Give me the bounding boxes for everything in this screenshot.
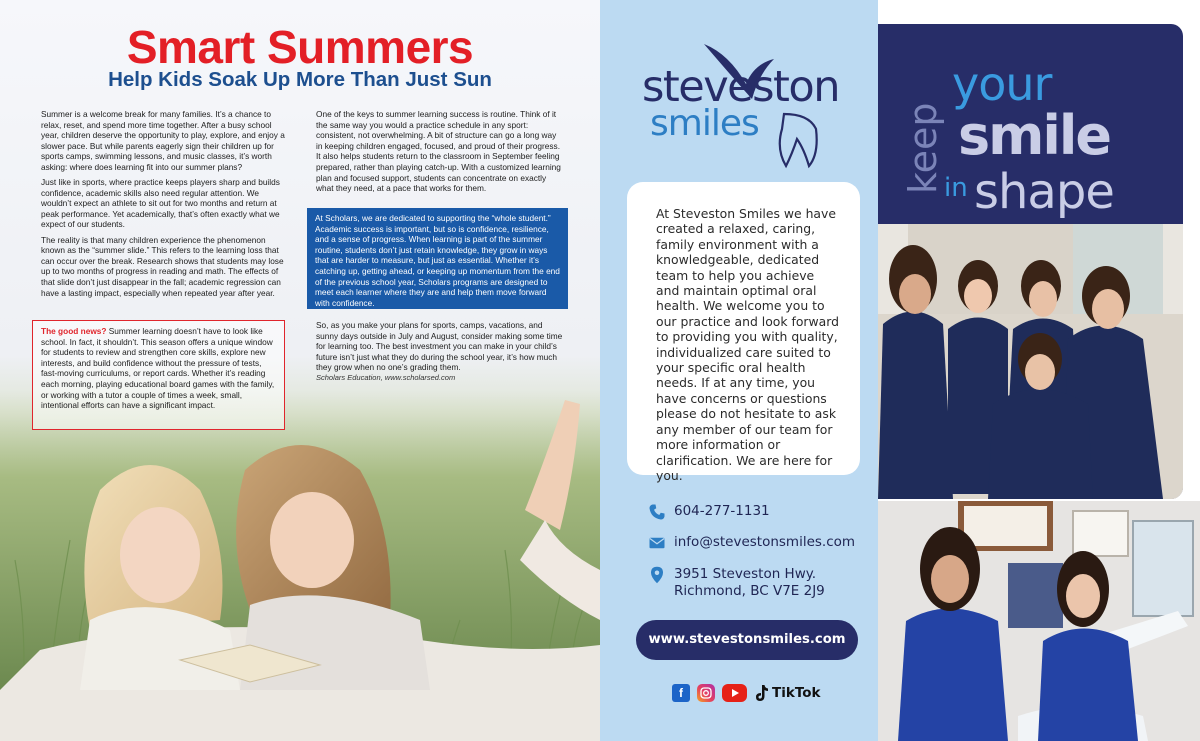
slogan-smile: smile bbox=[958, 104, 1111, 167]
website-link[interactable]: www.stevestonsmiles.com bbox=[636, 620, 858, 660]
article-column-2-bottom bbox=[316, 320, 564, 384]
logo-wordmark-line1: steveston bbox=[642, 62, 839, 112]
slogan-keep: keep bbox=[901, 102, 945, 194]
slogan-in: in bbox=[944, 173, 968, 203]
tiktok-icon[interactable] bbox=[754, 684, 770, 702]
email-address[interactable]: info@stevestonsmiles.com bbox=[674, 534, 856, 550]
article-paragraph: Summer is a welcome break for many families. It’s a chance to relax, reset, and spend more time together. After a busy school year, children deserve the opportunity to play, explore, and enjoy a slower pace. But while parents eagerly sign their children up for sports camps, swimming lessons, and music classes, it’s worth asking: where does learning fit into our summer plans? bbox=[41, 109, 285, 172]
article-paragraph: The reality is that many children experience the phenomenon known as the “summer slide.” This refers to the learning loss that can occur over the break. Research shows that students may lose up to two months of progress in reading and math. The effects of that slide don’t just disappear in the fall; academic regression can have a lasting impact, especially when repeated year after year. bbox=[41, 234, 284, 298]
kids-reading-photo bbox=[0, 390, 600, 741]
article-source: Scholars Education, www.scholarsed.com bbox=[316, 372, 456, 382]
slogan-graphic bbox=[878, 24, 1183, 224]
slogan-card bbox=[878, 24, 1183, 224]
dental-team-photo bbox=[878, 224, 1183, 499]
address-line2: Richmond, BC V7E 2J9 bbox=[674, 583, 825, 599]
phone-icon bbox=[648, 503, 666, 521]
article-column-2 bbox=[316, 109, 564, 198]
instagram-icon[interactable] bbox=[697, 684, 715, 702]
social-links bbox=[672, 684, 820, 702]
location-pin-icon bbox=[648, 566, 666, 584]
slogan-your: your bbox=[952, 57, 1052, 111]
article-paragraph: Just like in sports, where practice keeps players sharp and builds confidence, academic skills also need regular attention. We wouldn’t expect an athlete to sit out for two months and return at peak performance. Yet academically, that’s often exactly what we expect of our students. bbox=[41, 177, 280, 230]
article-paragraph: One of the keys to summer learning success is routine. Think of it the same way you would a practice schedule in any sport: consistent, not overwhelming. A bit of structure can go a long way in keeping children engaged, focused, and proud of their progress. It also helps students return to the classroom in September feeling prepared, rather than playing catch-up. With a customized learning plan and focused support, students can concentrate on exactly what they need, at a pace that works for them. bbox=[316, 109, 561, 194]
clinic-intro-card: At Steveston Smiles we have created a relaxed, caring, family environment with a knowledgeable, dedicated team to help you achieve and maintain optimal oral health. We welcome you to our practice and look forward to providing you with quality, individualized care suited to your specific oral health needs. If at any time, you have concerns or questions please do not hesitate to ask any member of our team for more information or clarification. We are here for you. bbox=[627, 182, 860, 475]
facebook-icon[interactable]: f bbox=[672, 684, 690, 702]
email-icon bbox=[648, 534, 666, 552]
contact-email[interactable] bbox=[648, 534, 855, 552]
contact-phone[interactable] bbox=[648, 503, 770, 521]
article-subheadline: Help Kids Soak Up More Than Just Sun bbox=[108, 68, 492, 91]
article-paragraph: So, as you make your plans for sports, camps, vacations, and sunny days outside in July and August, consider making some time for learning too. The best investment you can make in your child’s future isn’t just what they do during the school year, it’s how much they grow when no one’s grading them. bbox=[316, 320, 563, 373]
article-column-1 bbox=[41, 109, 287, 303]
good-news-text: Summer learning doesn’t have to look like school. In fact, it shouldn’t. This season offers a unique window for students to review and strengthen core skills, explore new interests, and build confidence without the pressure of tests, fast-moving curriculums, or report cards. Whether it’s reading each morning, playing educational board games with the family, or working with a tutor a couple of times a week, small, intentional efforts can have a significant impact. bbox=[41, 326, 275, 411]
article-headline: Smart Summers bbox=[126, 21, 474, 73]
clinic-info-panel bbox=[600, 0, 878, 741]
contact-address[interactable] bbox=[648, 566, 825, 600]
good-news-callout bbox=[32, 320, 285, 430]
dentists-photo bbox=[878, 501, 1200, 741]
scholars-callout: At Scholars, we are dedicated to supporting the “whole student.” Academic success is important, but so is confidence, resilience, and a sense of progress. When learning is part of the summer routine, students don’t just retain knowledge, they grow in ways that are harder to measure, but just as essential. Whether it’s catching up, getting ahead, or keeping up momentum from the end of the previous school year, Scholars programs are designed to meet each learner where they are and help them move forward with confidence. bbox=[307, 208, 568, 309]
address-text bbox=[674, 566, 825, 600]
tiktok-label[interactable]: TikTok bbox=[772, 685, 821, 701]
clinic-photo-panel bbox=[878, 0, 1200, 741]
slogan-shape: shape bbox=[974, 164, 1114, 220]
address-line1: 3951 Steveston Hwy. bbox=[674, 566, 817, 582]
good-news-label: The good news? bbox=[41, 326, 107, 336]
steveston-smiles-logo bbox=[634, 44, 854, 169]
logo-wordmark-line2: smiles bbox=[650, 103, 759, 144]
phone-number[interactable]: 604-277-1131 bbox=[674, 503, 770, 519]
youtube-icon[interactable] bbox=[722, 684, 747, 702]
